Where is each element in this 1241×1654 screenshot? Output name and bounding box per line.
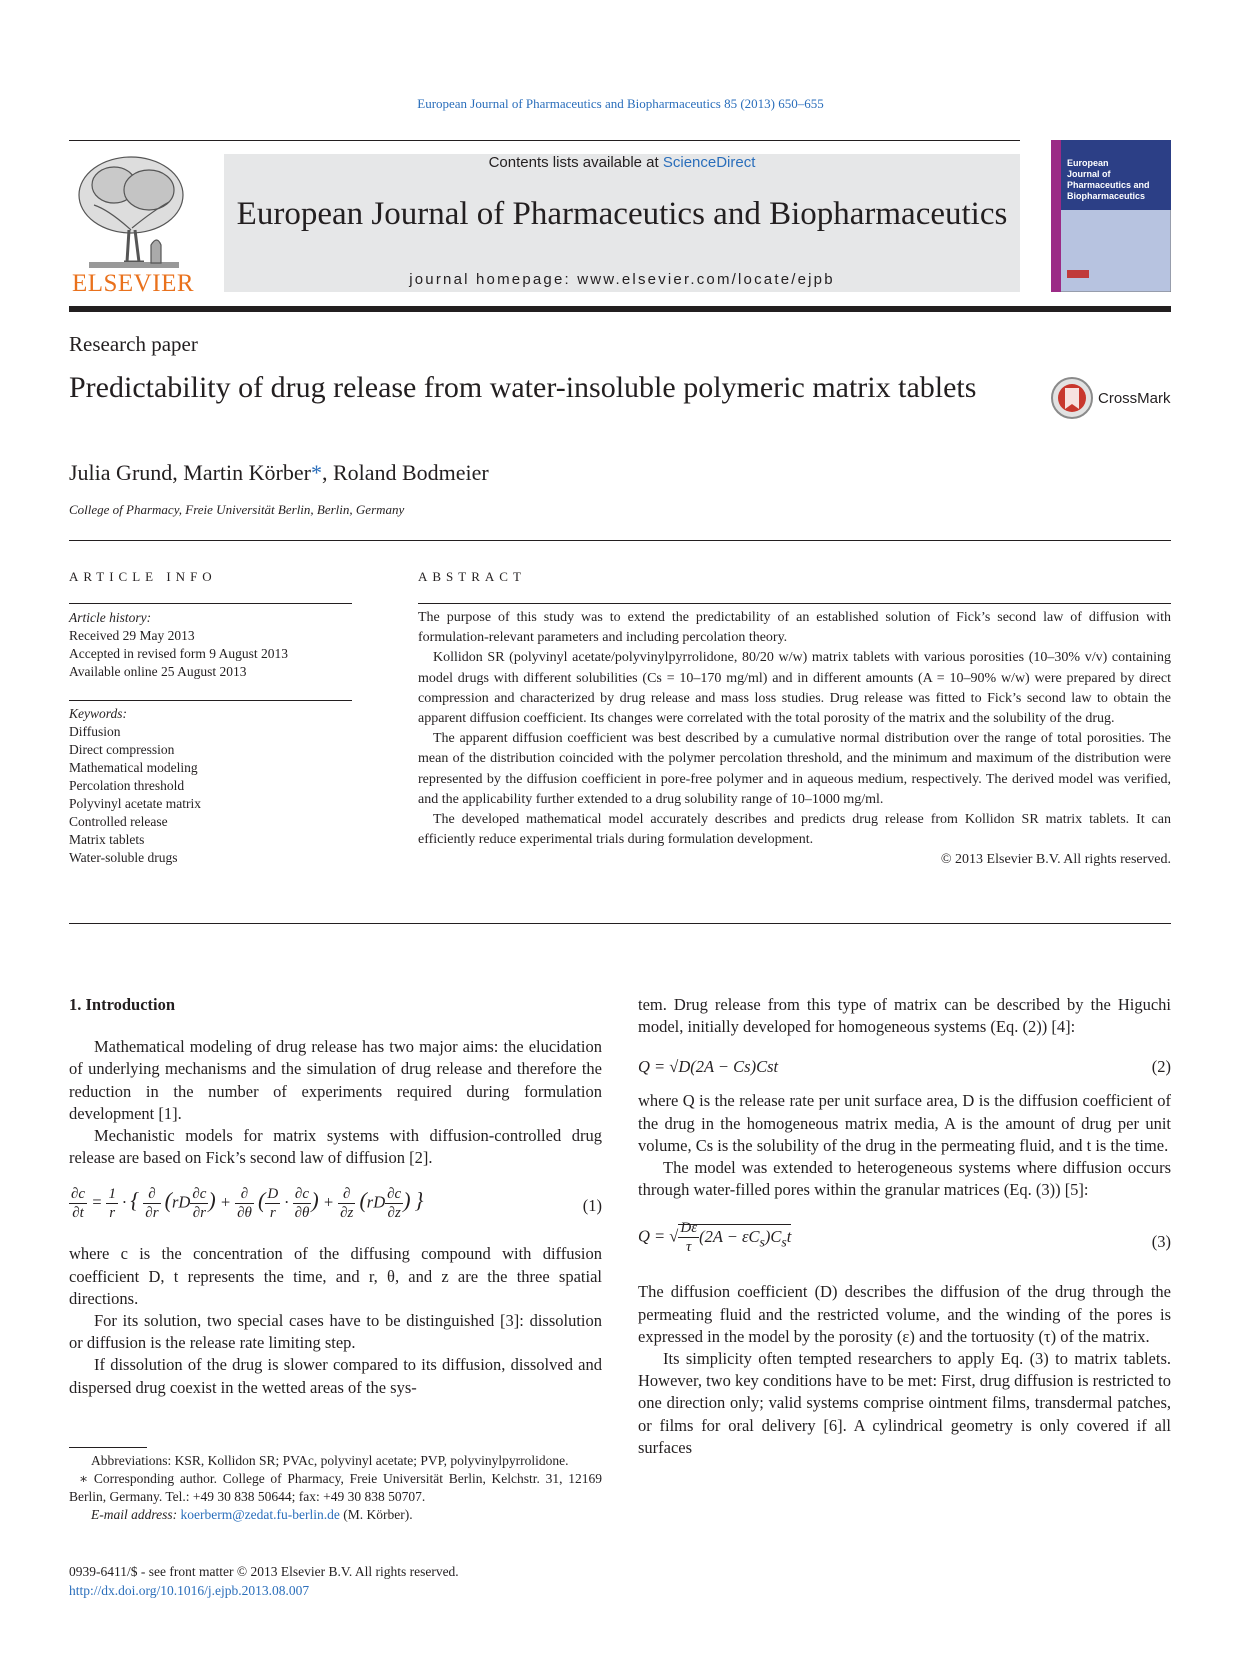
footnote-corresponding-author: ∗ Corresponding author. College of Pharmacy, Freie Universität Berlin, Kelchstr. 31, 12169 Berlin, Germany. Tel.: +49 30 838 50644; fax: +49 30 838 50707. [69,1471,602,1504]
body-paragraph: Mechanistic models for matrix systems with diffusion-controlled drug release are based on Fick’s second law of diffusion [2]. [69,1126,602,1168]
equation-2 [638,1048,1171,1088]
keywords-label: Keywords: [69,706,127,721]
crossmark-icon[interactable] [1050,376,1094,420]
keywords-list [69,705,201,867]
footnote-email [69,1506,602,1524]
body-paragraph: Mathematical modeling of drug release has two major aims: the elucidation of underlying mechanisms and the simulation of drug release and therefore the reduction in the number of experiments required during formulation development [1]. [69,1037,602,1123]
body-left-column [69,994,602,1399]
article-history [69,609,288,681]
email-suffix: (M. Körber). [339,1507,413,1522]
keyword: Percolation threshold [69,778,185,793]
crossmark-label[interactable]: CrossMark [1098,390,1171,407]
cover-line-4: Biopharmaceutics [1067,191,1146,201]
body-paragraph: For its solution, two special cases have to be distinguished [3]: dissolution or diffusion is the release rate limiting step. [69,1311,602,1353]
article-info-rule [69,603,352,604]
elsevier-wordmark: ELSEVIER [71,270,195,297]
journal-title: European Journal of Pharmaceutics and Biopharmaceutics [236,196,1008,232]
keyword: Direct compression [69,742,175,757]
equation-3-number: (3) [1151,1232,1171,1252]
equation-3: Q = √ $\frac{D\varepsilon}{\tau}$ $(2A - \varepsilon C_s)C_st$ (3) [638,1220,1171,1256]
keyword: Mathematical modeling [69,760,198,775]
body-paragraph: where c is the concentration of the diffusing compound with diffusion coefficient D, t represents the time, and r, θ, and z are the three spatial directions. [69,1244,602,1308]
abstract-paragraph: The apparent diffusion coefficient was best described by a cumulative normal distribution over the range of total porosities. The mean of the distribution coincided with the polymer percolation threshold, and the minimum and maximum of the distribution were represented by the diffusion coefficient in pore-free polymer and in aqueous medium, respectively. The derived model was verified, and the applicability further extended to a drug solubility range of 10–1000 mg/ml. [418,731,1171,807]
front-matter [69,1562,459,1600]
keywords-rule [69,700,352,701]
article-info-heading: ARTICLE INFO [69,569,217,584]
abstract-rule [418,603,1171,604]
email-label: E-mail address: [91,1507,181,1522]
keyword: Controlled release [69,814,168,829]
equation-2-number: (2) [1151,1057,1171,1077]
keyword: Polyvinyl acetate matrix [69,796,201,811]
abstract-paragraph: The developed mathematical model accurately describes and predicts drug release from Kollidon SR matrix tablets. It can efficiently reduce experimental trials during formulation development. [418,812,1171,848]
keyword: Water-soluble drugs [69,850,178,865]
body-paragraph: Its simplicity often tempted researchers to apply Eq. (3) to matrix tablets. However, two key conditions have to be met: First, drug diffusion is restricted to one direction only; valid systems comprise ointment films, transdermal patches, or films for oral delivery [6]. A cylindrical geometry is only covered if all surfaces [638,1349,1171,1457]
authors-first: Julia Grund, Martin Körber [69,460,311,485]
citation-link[interactable]: European Journal of Pharmaceutics and Biopharmaceutics 85 (2013) 650–655 [417,96,824,111]
abstract-body [418,608,1171,871]
doi-link[interactable]: http://dx.doi.org/10.1016/j.ejpb.2013.08.007 [69,1583,310,1598]
abstract-paragraph: The purpose of this study was to extend the predictability of an established solution of Fick’s second law of diffusion with formulation-relevant parameters and including percolation theory. [418,610,1171,646]
history-label: Article history: [69,610,152,625]
keyword: Diffusion [69,724,121,739]
footnotes [69,1452,602,1524]
abstract-copyright: © 2013 Elsevier B.V. All rights reserved. [940,852,1171,868]
journal-citation[interactable] [0,96,1241,112]
body-paragraph: tem. Drug release from this type of matrix can be described by the Higuchi model, initially developed for homogeneous systems (Eq. (2)) [4]: [638,995,1171,1037]
body-paragraph: If dissolution of the drug is slower compared to its diffusion, dissolved and dispersed drug coexist in the wetted areas of the sys- [69,1355,602,1397]
body-paragraph: The model was extended to heterogeneous systems where diffusion occurs through water-filled pores within the granular matrices (Eq. (3)) [5]: [638,1158,1171,1200]
body-right-column [638,994,1171,1459]
email-link[interactable]: koerberm@zedat.fu-berlin.de [180,1507,340,1522]
corresponding-author-marker[interactable]: * [310,460,322,485]
equation-1-number: (1) [582,1196,602,1216]
section-heading-introduction: 1. Introduction [69,995,176,1014]
article-title: Predictability of drug release from water-insoluble polymeric matrix tablets [69,371,977,404]
affiliation: College of Pharmacy, Freie Universität Berlin, Berlin, Germany [69,502,405,517]
body-paragraph: where Q is the release rate per unit surface area, D is the diffusion coefficient of the drug in the homogeneous matrix media, A is the amount of drug per unit volume, Cs is the solubility of the drug in the permeating fluid, and t is the time. [638,1091,1171,1155]
equation-2-body: Q = √D(2A − Cs)Cst [638,1057,779,1077]
cover-line-3: Pharmaceutics and [1067,180,1150,190]
sciencedirect-link[interactable]: ScienceDirect [662,154,756,171]
contents-prefix: Contents lists available at [488,154,663,171]
author-list [69,460,489,486]
issn-line: 0939-6411/$ - see front matter © 2013 Elsevier B.V. All rights reserved. [69,1564,459,1579]
journal-cover-thumbnail [1051,140,1171,292]
history-online: Available online 25 August 2013 [69,664,247,679]
history-received: Received 29 May 2013 [69,628,195,643]
contents-line [224,154,1020,171]
body-paragraph: The diffusion coefficient (D) describes the diffusion of the drug through the permeating fluid and the restricted volume, and the winding of the pores is expressed in the model by the porosity (ε) and the tortuosity (τ) of the matrix. [638,1282,1171,1346]
title-rule [69,540,1171,541]
abstract-heading: ABSTRACT [418,569,526,584]
footnote-abbreviations: Abbreviations: KSR, Kollidon SR; PVAc, polyvinyl acetate; PVP, polyvinylpyrrolidone. [91,1453,569,1468]
cover-line-1: European [1067,158,1109,168]
keyword: Matrix tablets [69,832,145,847]
journal-homepage[interactable]: journal homepage: www.elsevier.com/locate/ejpb [409,271,835,288]
abstract-bottom-rule [69,923,1171,924]
article-type: Research paper [69,332,198,356]
equation-1: $\frac{\partial c}{\partial t}$ = $\frac{1}{r}$ · { $\frac{\partial}{\partial r}$ (rD $\frac{\partial c}{\partial r}$ ) + $\frac{\partial}{\partial\theta}$ ( $\frac{D}{r}$ · $\frac{\partial c}{\partial\theta}$ ) + $\frac{\partial}{\partial z}$ (rD $\frac{\partial c}{\partial z}$ ) } (1) [71,1186,602,1222]
cover-line-2: Journal of [1067,169,1111,179]
masthead-thick-rule [69,306,1171,312]
authors-rest: , Roland Bodmeier [321,460,489,485]
history-accepted: Accepted in revised form 9 August 2013 [69,646,288,661]
header-rule [69,140,1020,141]
abstract-paragraph: Kollidon SR (polyvinyl acetate/polyvinylpyrrolidone, 80/20 w/w) matrix tablets with various porosities (10–30% v/v) containing model drugs with different solubilities (Cs = 10–170 mg/ml) and in different amounts (A = 10–90% w/w) were prepared by direct compression and characterized by drug release and mass loss studies. Drug release was fitted to Fick’s second law to obtain the apparent diffusion coefficient. Its changes were correlated with the total porosity of the matrix and the solubility of the drug. [418,650,1171,727]
footnote-rule [69,1447,147,1448]
